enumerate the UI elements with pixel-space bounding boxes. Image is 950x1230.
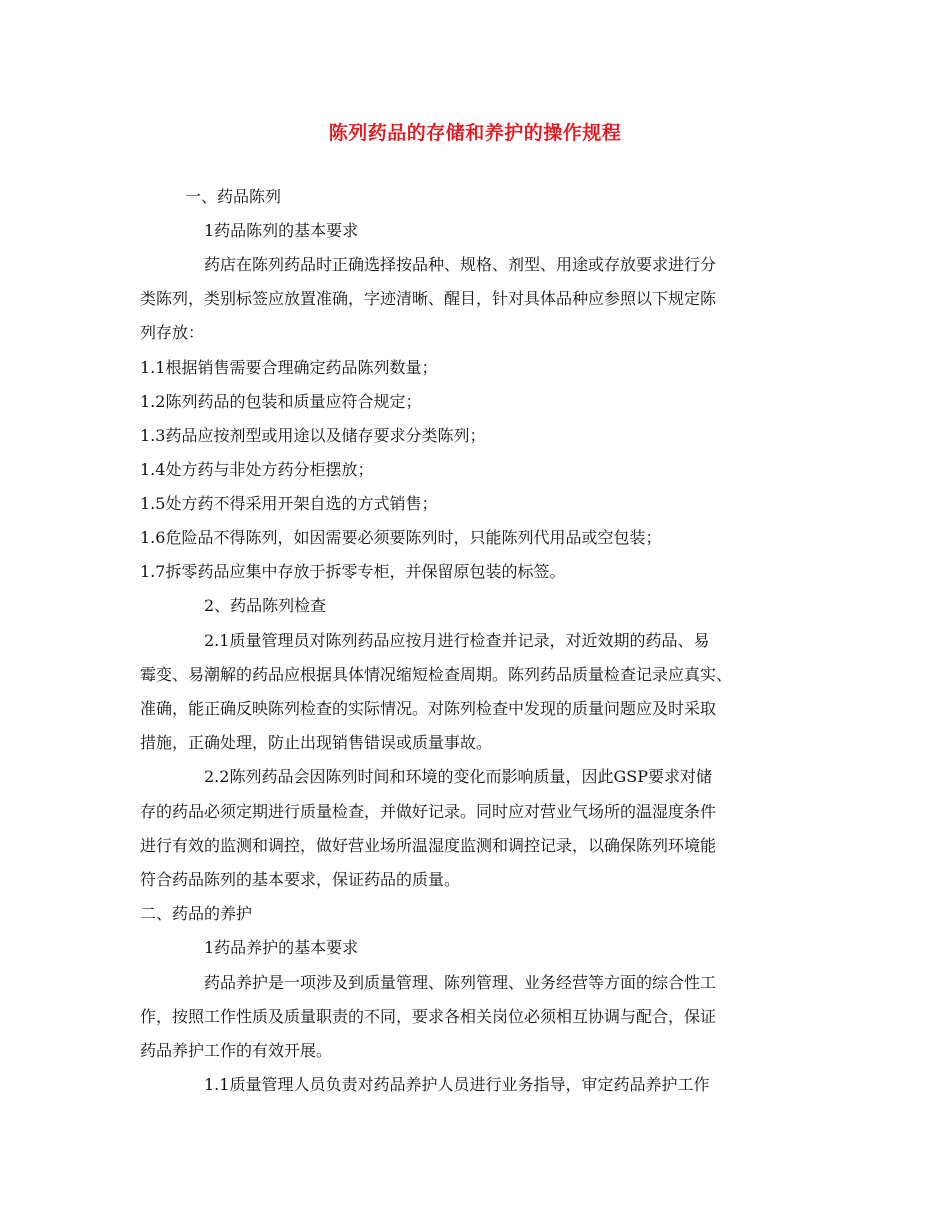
document-title: 陈列药品的存储和养护的操作规程	[328, 122, 622, 144]
paragraph-line: 列存放：	[140, 323, 205, 342]
paragraph-line: 药店在陈列药品时正确选择按品种、规格、剂型、用途或存放要求进行分	[204, 255, 717, 274]
list-item: 1.3药品应按剂型或用途以及储存要求分类陈列；	[140, 426, 486, 445]
paragraph-line: 存的药品必须定期进行质量检查，并做好记录。同时应对营业气场所的温湿度条件	[140, 802, 717, 821]
list-item: 1.4处方药与非处方药分柜摆放；	[140, 460, 374, 479]
section-heading-1: 一、药品陈列	[185, 187, 282, 206]
list-item: 1.5处方药不得采用开架自选的方式销售；	[140, 494, 438, 513]
paragraph-line: 药品养护是一项涉及到质量管理、陈列管理、业务经营等方面的综合性工	[204, 973, 717, 992]
paragraph-line: 1.1质量管理人员负责对药品养护人员进行业务指导，审定药品养护工作	[204, 1075, 710, 1094]
paragraph-line: 措施，正确处理，防止出现销售错误或质量事故。	[140, 733, 493, 752]
paragraph-line: 准确，能正确反映陈列检查的实际情况。对陈列检查中发现的质量问题应及时采取	[140, 699, 717, 718]
list-item: 1.6危险品不得陈列，如因需要必须要陈列时，只能陈列代用品或空包装；	[140, 528, 662, 547]
paragraph-line: 2.1质量管理员对陈列药品应按月进行检查并记录，对近效期的药品、易	[204, 631, 710, 650]
paragraph-line: 药品养护工作的有效开展。	[140, 1041, 333, 1060]
paragraph-line: 霉变、易潮解的药品应根据具体情况缩短检查周期。陈列药品质量检查记录应真实、	[140, 665, 733, 684]
list-item: 1.1根据销售需要合理确定药品陈列数量；	[140, 358, 438, 377]
subsection-heading: 1药品养护的基本要求	[204, 938, 359, 957]
paragraph-line: 作，按照工作性质及质量职责的不同，要求各相关岗位必须相互协调与配合，保证	[140, 1007, 717, 1026]
subsection-heading: 2、药品陈列检查	[204, 596, 327, 615]
paragraph-line: 进行有效的监测和调控，做好营业场所温湿度监测和调控记录，以确保陈列环境能	[140, 836, 717, 855]
section-heading-2: 二、药品的养护	[140, 904, 253, 923]
list-item: 1.2陈列药品的包装和质量应符合规定；	[140, 392, 422, 411]
paragraph-line: 符合药品陈列的基本要求，保证药品的质量。	[140, 870, 461, 889]
list-item: 1.7拆零药品应集中存放于拆零专柜，并保留原包装的标签。	[140, 562, 566, 581]
paragraph-line: 2.2陈列药品会因陈列时间和环境的变化而影响质量，因此GSP要求对储	[204, 767, 712, 786]
subsection-heading: 1药品陈列的基本要求	[204, 221, 359, 240]
paragraph-line: 类陈列，类别标签应放置准确，字迹清晰、醒目，针对具体品种应参照以下规定陈	[140, 289, 717, 308]
